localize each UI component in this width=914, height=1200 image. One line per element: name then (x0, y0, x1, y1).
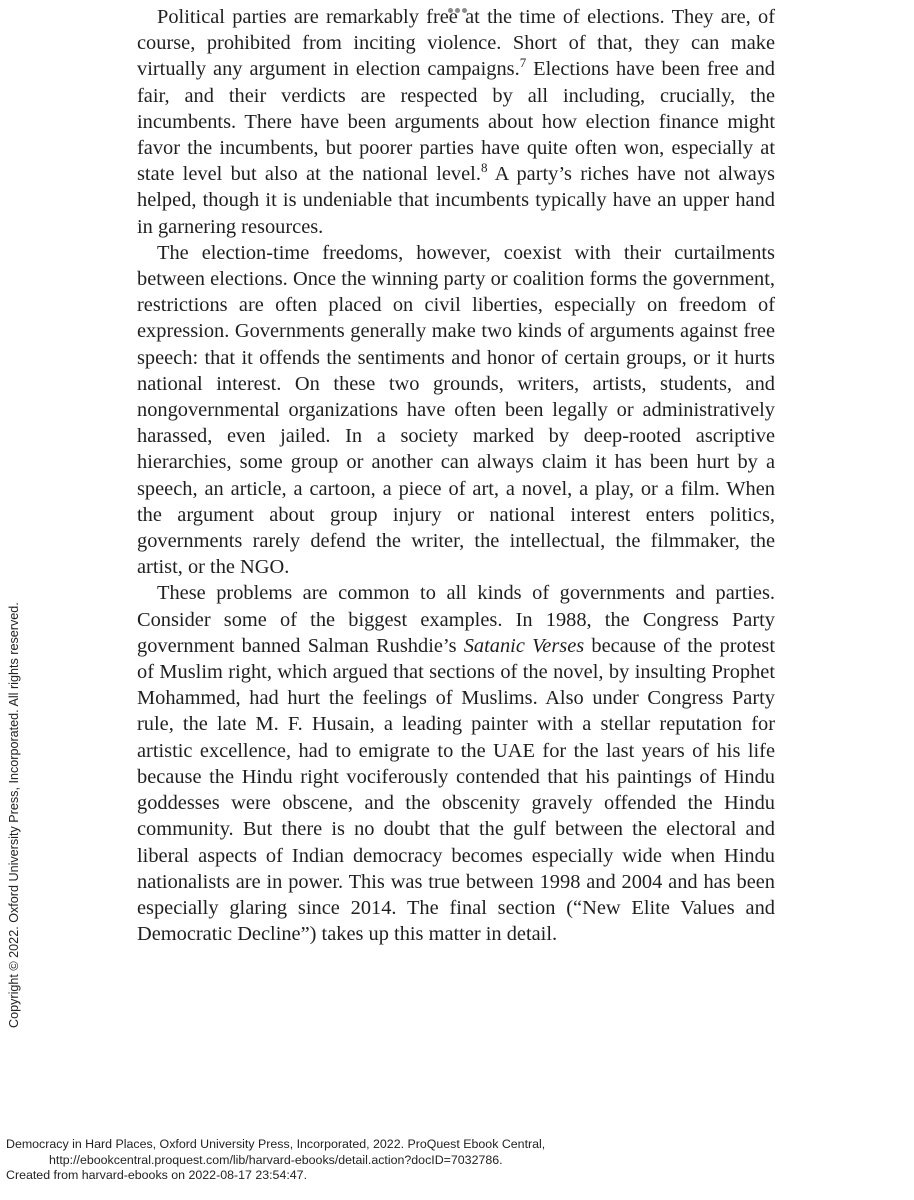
citation-line-1: Democracy in Hard Places, Oxford University Press, Incorporated, 2022. ProQuest Ebook Central, (6, 1137, 546, 1151)
paragraph-2: The election-time freedoms, however, coexist with their curtailments between elections. Once the winning party or coalition forms the government, restrictions are often placed on civil liberties, especially on freedom of expression. Governments generally make two kinds of arguments against free speech: that it offends the sentiments and honor of certain groups, or it hurts national interest. On these two grounds, writers, artists, students, and nongovernmental organizations have often been legally or administratively harassed, even jailed. In a society marked by deep-rooted ascriptive hierarchies, some group or another can always claim it has been hurt by a speech, an article, a cartoon, a piece of art, a novel, a play, or a film. When the argument about group injury or national interest enters politics, governments rarely defend the writer, the intellectual, the filmmaker, the artist, or the NGO. (137, 241, 775, 579)
body-text (137, 4, 775, 947)
footnote-ref-8[interactable]: 8 (480, 160, 488, 176)
book-title: Satanic Verses (463, 634, 585, 657)
paragraph-1-text-c: A party’s riches have not always helped, though it is undeniable that incumbents typically have an upper hand in garnering resources. (137, 163, 775, 238)
footnote-ref-7[interactable]: 7 (519, 55, 527, 71)
paragraph-1-text-a: Political parties are remarkably free at the time of elections. They are, of course, prohibited from inciting violence. Short of that, they can make virtually any argument in election campaigns. (137, 6, 775, 81)
paragraph-3-text-b: because of the protest of Muslim right, which argued that sections of the novel, by insulting Prophet Mohammed, had hurt the feelings of Muslims. Also under Congress Party rule, the late M. F. Husain, a leading painter with a stellar reputation for artistic excellence, had to emigrate to the UAE for the last years of his life because the Hindu right vociferously contended that his paintings of Hindu goddesses were obscene, and the obscenity gravely offended the Hindu community. But there is no doubt that the gulf between the electoral and liberal aspects of Indian democracy becomes especially wide when Hindu nationalists are in power. This was true between 1998 and 2004 and has been especially glaring since 2014. The final section (“New Elite Values and Democratic Decline”) takes up this matter in detail. (137, 634, 775, 946)
paragraph-1-text-b: Elections have been free and fair, and their verdicts are respected by all including, crucially, the incumbents. There have been arguments about how election finance might favor the incumbents, but poorer parties have quite often won, especially at state level but also at the national level. (137, 58, 775, 186)
citation-url[interactable]: http://ebookcentral.proquest.com/lib/harvard-ebooks/detail.action?docID=7032786. (49, 1152, 503, 1167)
citation-footer (6, 1137, 545, 1184)
paragraph-3 (137, 580, 775, 947)
copyright-notice: Copyright © 2022. Oxford University Press, Incorporated. All rights reserved. (7, 602, 21, 1028)
paragraph-1 (137, 4, 775, 240)
citation-created: Created from harvard-ebooks on 2022-08-17 23:54:47. (6, 1168, 308, 1182)
paragraph-3-text-a: These problems are common to all kinds of governments and parties. Consider some of the biggest examples. In 1988, the Congress Party government banned Salman Rushdie’s (137, 582, 775, 657)
